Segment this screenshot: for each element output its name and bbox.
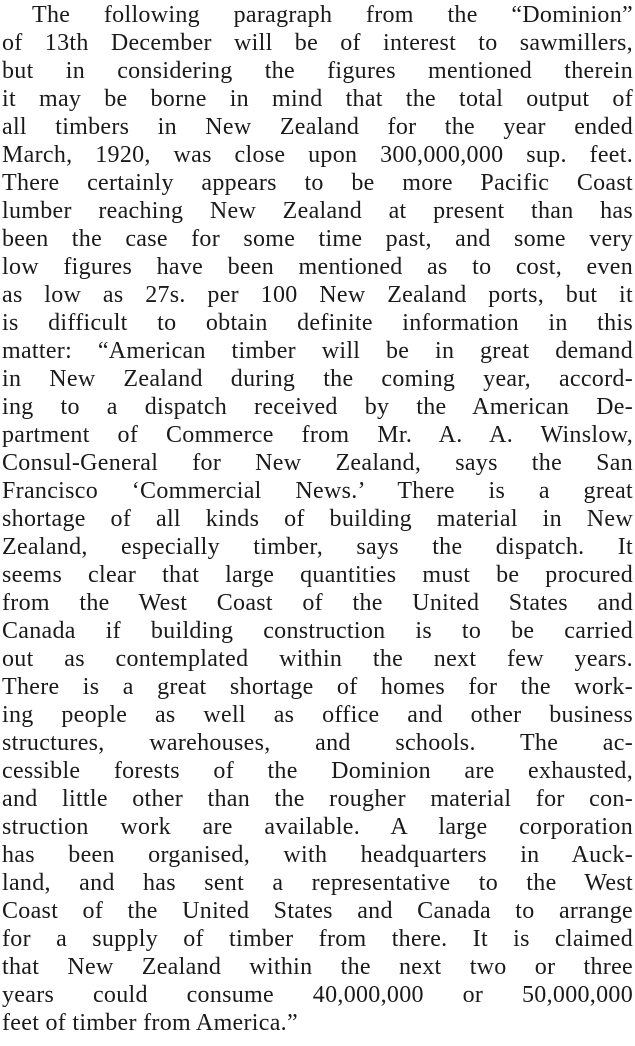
text-line: feet of timber from America.” [2, 1010, 298, 1036]
text-line: as low as 27s. per 100 New Zealand ports, but it [2, 282, 633, 308]
text-line: been the case for some time past, and some very [2, 226, 633, 252]
text-line: land, and has sent a representative to the West [2, 870, 633, 896]
text-line: structures, warehouses, and schools. The ac- [2, 730, 633, 756]
text-line: it may be borne in mind that the total output of [2, 86, 633, 112]
text-line: from the West Coast of the United States and [2, 590, 633, 616]
text-line: seems clear that large quantities must be procured [2, 562, 633, 588]
text-line: has been organised, with headquarters in Auck- [2, 842, 633, 868]
text-line: shortage of all kinds of building material in New [2, 506, 633, 532]
text-line: for a supply of timber from there. It is claimed [2, 926, 633, 952]
text-line: Consul-General for New Zealand, says the San [2, 450, 633, 476]
text-line: The following paragraph from the “Dominion” [32, 2, 633, 28]
text-line: but in considering the figures mentioned therein [2, 58, 633, 84]
text-line: in New Zealand during the coming year, accord- [2, 366, 633, 392]
text-line: There certainly appears to be more Pacific Coast [2, 170, 633, 196]
text-line: partment of Commerce from Mr. A. A. Winslow, [2, 422, 633, 448]
text-line: March, 1920, was close upon 300,000,000 sup. feet. [2, 142, 633, 168]
text-line: cessible forests of the Dominion are exhausted, [2, 758, 633, 784]
text-line: that New Zealand within the next two or three [2, 954, 633, 980]
text-line: all timbers in New Zealand for the year ended [2, 114, 633, 140]
text-line: Coast of the United States and Canada to arrange [2, 898, 633, 924]
text-line: Zealand, especially timber, says the dispatch. It [2, 534, 633, 560]
text-line: of 13th December will be of interest to sawmillers, [2, 30, 633, 56]
text-line: Francisco ‘Commercial News.’ There is a great [2, 478, 633, 504]
text-line: Canada if building construction is to be carried [2, 618, 633, 644]
text-line: matter: “American timber will be in great demand [2, 338, 633, 364]
text-line: ing to a dispatch received by the American De- [2, 394, 633, 420]
text-line: out as contemplated within the next few years. [2, 646, 633, 672]
text-line: struction work are available. A large corporation [2, 814, 633, 840]
text-line: lumber reaching New Zealand at present than has [2, 198, 633, 224]
text-line: and little other than the rougher material for con- [2, 786, 633, 812]
text-line: There is a great shortage of homes for the work- [2, 674, 633, 700]
text-line: is difficult to obtain definite information in this [2, 310, 633, 336]
text-line: low figures have been mentioned as to cost, even [2, 254, 633, 280]
text-line: years could consume 40,000,000 or 50,000,000 [2, 982, 633, 1008]
text-line: ing people as well as office and other business [2, 702, 633, 728]
